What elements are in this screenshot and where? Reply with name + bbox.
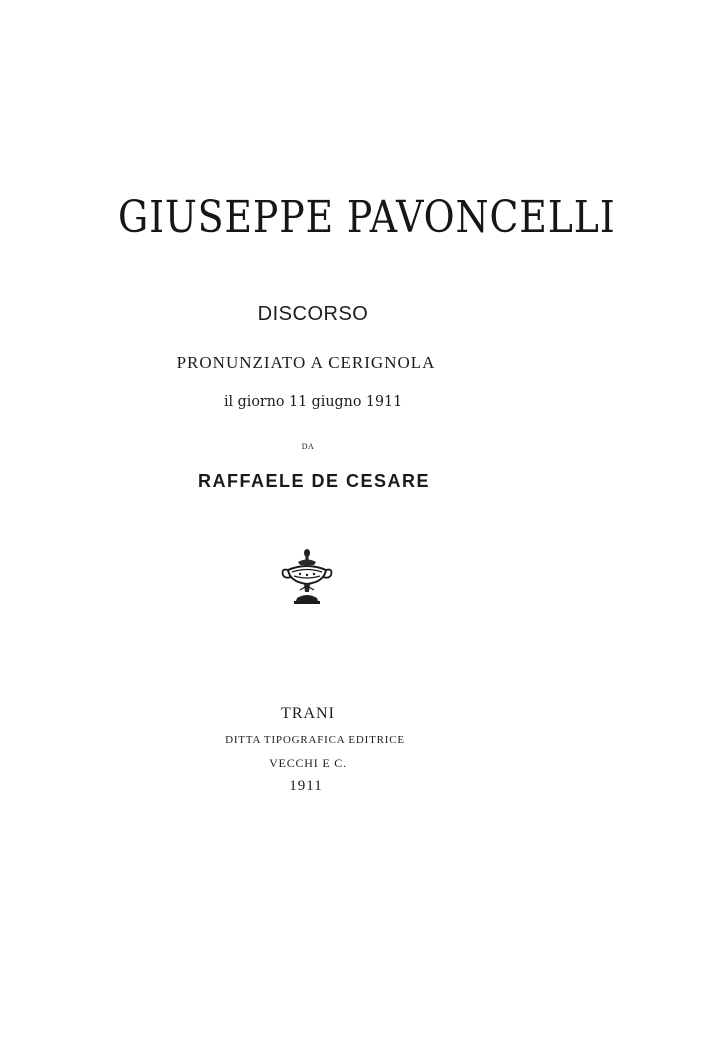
author-name: RAFFAELE DE CESARE [198,471,431,491]
imprint-year: 1911 [289,778,323,794]
subtitle: DISCORSO [257,303,369,325]
lamp-ornament-icon [280,548,334,606]
date-line: il giorno 11 giugno 1911 [224,392,403,410]
imprint-publisher: DITTA TIPOGRAFICA EDITRICE [225,734,405,746]
location-line: PRONUNZIATO A CERIGNOLA [176,353,436,372]
by-label: DA [301,442,315,451]
imprint-publisher-name: VECCHI E C. [269,756,347,770]
imprint-city: TRANI [281,705,335,722]
book-title: GIUSEPPE PAVONCELLI [118,192,616,243]
